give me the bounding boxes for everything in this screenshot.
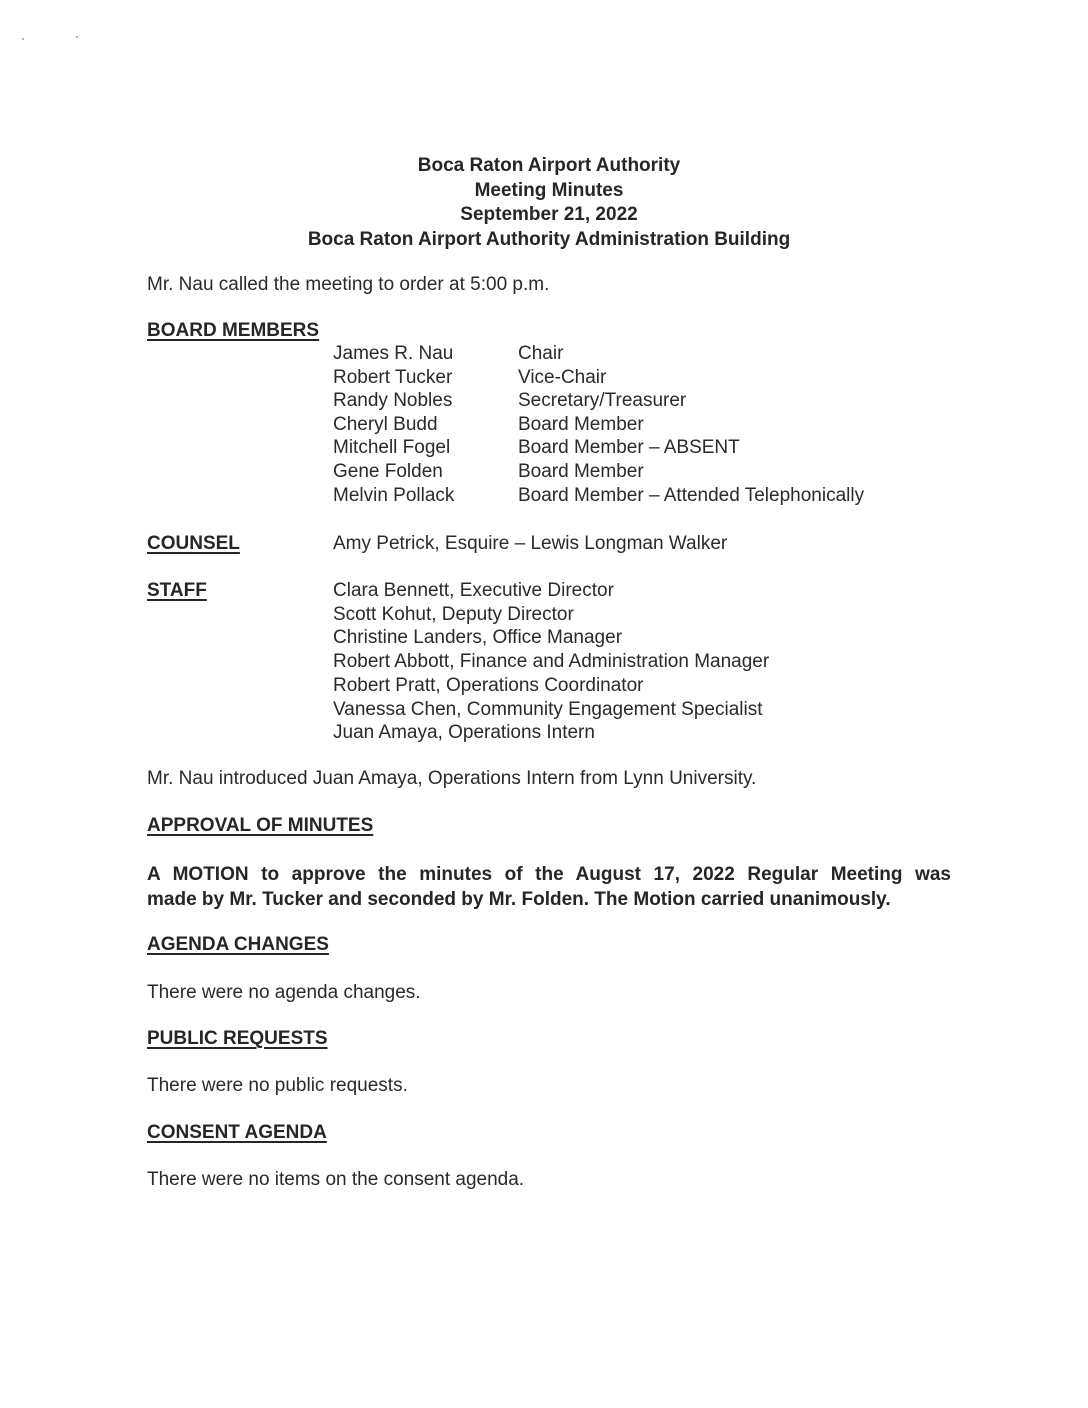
board-member-row xyxy=(333,342,864,366)
introduction-text: Mr. Nau introduced Juan Amaya, Operations Intern from Lynn University. xyxy=(147,768,757,789)
board-member-row xyxy=(333,366,864,390)
member-role: Vice-Chair xyxy=(518,366,607,388)
consent-agenda-text: There were no items on the consent agenda. xyxy=(147,1169,525,1190)
motion-line: A MOTION to approve the minutes of the August 17, 2022 Regular Meeting was xyxy=(147,864,951,885)
member-name: Melvin Pollack xyxy=(333,484,455,506)
staff-member: Robert Pratt, Operations Coordinator xyxy=(333,674,644,696)
organization-title: Boca Raton Airport Authority xyxy=(417,155,681,176)
scan-speck xyxy=(22,38,24,40)
member-role: Board Member – Attended Telephonically xyxy=(518,484,865,506)
member-role: Secretary/Treasurer xyxy=(518,390,687,412)
board-member-row xyxy=(333,484,864,508)
counsel-name: Amy Petrick, Esquire – Lewis Longman Walker xyxy=(333,533,728,554)
counsel-heading: COUNSEL xyxy=(147,533,240,554)
staff-member: Christine Landers, Office Manager xyxy=(333,627,623,649)
member-name: Robert Tucker xyxy=(333,366,453,388)
board-member-row xyxy=(333,436,864,460)
board-members-heading: BOARD MEMBERS xyxy=(147,320,320,341)
member-name: Gene Folden xyxy=(333,460,443,482)
staff-member: Vanessa Chen, Community Engagement Specialist xyxy=(333,698,763,720)
staff-member: Juan Amaya, Operations Intern xyxy=(333,722,595,744)
meeting-location: Boca Raton Airport Authority Administration Building xyxy=(307,228,791,250)
staff-member: Robert Abbott, Finance and Administration Manager xyxy=(333,651,770,673)
document-type: Meeting Minutes xyxy=(474,179,624,201)
consent-agenda-heading: CONSENT AGENDA xyxy=(147,1122,327,1143)
board-member-row xyxy=(333,460,864,484)
member-name: Randy Nobles xyxy=(333,390,453,412)
staff-member: Scott Kohut, Deputy Director xyxy=(333,603,574,625)
meeting-date: September 21, 2022 xyxy=(460,204,638,225)
approval-of-minutes-heading: APPROVAL OF MINUTES xyxy=(147,815,374,836)
public-requests-heading: PUBLIC REQUESTS xyxy=(147,1028,328,1049)
motion-line: made by Mr. Tucker and seconded by Mr. Folden. The Motion carried unanimously. xyxy=(147,889,891,910)
scan-speck xyxy=(76,36,78,38)
board-member-row xyxy=(333,413,864,437)
member-name: Cheryl Budd xyxy=(333,413,438,435)
staff-list xyxy=(333,579,769,745)
call-to-order: Mr. Nau called the meeting to order at 5:00 p.m. xyxy=(147,274,550,295)
staff-heading: STAFF xyxy=(147,580,207,601)
member-role: Chair xyxy=(518,343,564,364)
member-role: Board Member xyxy=(518,460,644,482)
board-member-row xyxy=(333,389,864,413)
approval-motion xyxy=(147,862,951,912)
member-role: Board Member xyxy=(518,413,644,435)
staff-member: Clara Bennett, Executive Director xyxy=(333,580,614,601)
member-name: Mitchell Fogel xyxy=(333,437,451,459)
board-members-table xyxy=(333,342,864,507)
agenda-changes-heading: AGENDA CHANGES xyxy=(147,934,329,955)
public-requests-text: There were no public requests. xyxy=(147,1075,408,1096)
member-role: Board Member – ABSENT xyxy=(518,437,740,459)
agenda-changes-text: There were no agenda changes. xyxy=(147,982,421,1003)
document-header xyxy=(0,154,1088,252)
member-name: James R. Nau xyxy=(333,343,454,364)
